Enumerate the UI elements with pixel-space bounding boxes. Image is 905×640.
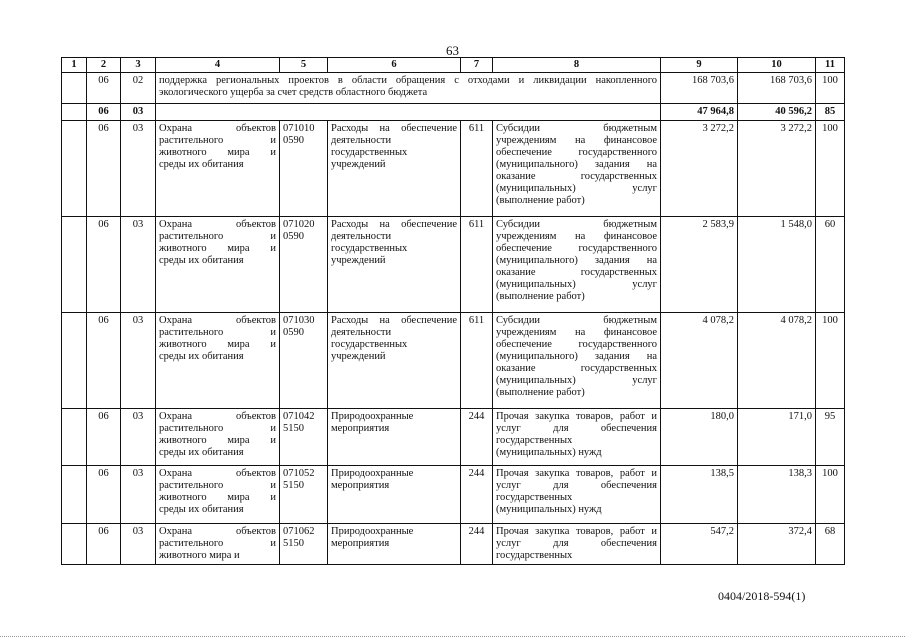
row-planned: 2 583,9	[661, 217, 738, 313]
row-expense-type-line: учреждений	[331, 351, 386, 362]
row-purpose-line: растительного и	[159, 480, 276, 491]
row-description-line: экологического ущерба за счет средств областного бюджета	[159, 87, 428, 98]
row-expense-code: 244	[461, 409, 493, 466]
row-expense-type-line: Природоохранные	[331, 411, 414, 422]
row-expense-description-line: (выполнение работ)	[496, 195, 585, 206]
row-target-code-line: 0590	[283, 327, 304, 338]
row-target-code-line: 071052	[283, 468, 315, 479]
row-expense-description	[493, 409, 661, 466]
row-subsection: 03	[121, 121, 156, 217]
row-actual: 40 596,2	[738, 104, 816, 121]
header-cell: 6	[328, 58, 461, 73]
row-expense-description-line: учреждениям на финансовое	[496, 231, 657, 242]
row-purpose-line: животного мира и	[159, 492, 276, 503]
row-expense-description	[493, 466, 661, 524]
header-cell: 10	[738, 58, 816, 73]
row-target-code	[280, 121, 328, 217]
row-purpose-line: растительного и	[159, 327, 276, 338]
row-expense-type-line: деятельности	[331, 135, 392, 146]
row-purpose-line: Охрана объектов	[159, 411, 276, 422]
header-cell: 1	[62, 58, 87, 73]
row-percent: 60	[816, 217, 845, 313]
row-expense-type-line: государственных	[331, 339, 408, 350]
row-purpose	[156, 466, 280, 524]
row-expense-description-line: государственных	[496, 550, 573, 561]
table-row	[62, 217, 845, 313]
row-target-code-line: 5150	[283, 480, 304, 491]
row-purpose-line: животного мира и	[159, 243, 276, 254]
row-purpose-line: животного мира и	[159, 435, 276, 446]
row-expense-type-line: деятельности	[331, 231, 392, 242]
row-planned: 180,0	[661, 409, 738, 466]
row-expense-description-line: услуг для обеспечения	[496, 423, 657, 434]
row-expense-description-line: (муниципального) задания на	[496, 255, 657, 266]
row-actual: 3 272,2	[738, 121, 816, 217]
table-row	[62, 121, 845, 217]
row-target-code-line: 071042	[283, 411, 315, 422]
row-target-code-line: 5150	[283, 538, 304, 549]
row-purpose	[156, 313, 280, 409]
row-actual: 138,3	[738, 466, 816, 524]
row-actual: 1 548,0	[738, 217, 816, 313]
row-col1	[62, 409, 87, 466]
row-section: 06	[87, 217, 121, 313]
row-expense-description-line: обеспечение государственного	[496, 243, 657, 254]
row-expense-description-line: (муниципальных) нужд	[496, 447, 602, 458]
row-purpose-line: Охрана объектов	[159, 468, 276, 479]
row-target-code	[280, 466, 328, 524]
row-expense-description	[493, 313, 661, 409]
row-percent: 95	[816, 409, 845, 466]
table-header-row	[62, 58, 845, 73]
row-section: 06	[87, 121, 121, 217]
row-col1	[62, 73, 87, 104]
row-target-code	[280, 217, 328, 313]
row-purpose-line: Охрана объектов	[159, 526, 276, 537]
row-expense-description-line: оказание государственных	[496, 171, 657, 182]
row-target-code-line: 0590	[283, 231, 304, 242]
row-expense-description-line: (муниципальных) услуг	[496, 183, 657, 194]
row-expense-description-line: Субсидии бюджетным	[496, 219, 657, 230]
header-cell: 4	[156, 58, 280, 73]
row-expense-type-line: государственных	[331, 147, 408, 158]
row-expense-description-line: обеспечение государственного	[496, 147, 657, 158]
row-planned: 168 703,6	[661, 73, 738, 104]
row-section: 06	[87, 73, 121, 104]
row-section: 06	[87, 524, 121, 565]
row-expense-type-line: деятельности	[331, 327, 392, 338]
row-purpose-line: среды их обитания	[159, 159, 244, 170]
row-target-code-line: 071010	[283, 123, 315, 134]
row-expense-type-line: Природоохранные	[331, 526, 414, 537]
row-section: 06	[87, 313, 121, 409]
table-row	[62, 313, 845, 409]
row-section: 06	[87, 104, 121, 121]
row-percent: 100	[816, 121, 845, 217]
row-expense-description	[493, 524, 661, 565]
row-planned: 4 078,2	[661, 313, 738, 409]
row-expense-code: 611	[461, 217, 493, 313]
row-expense-type	[328, 313, 461, 409]
row-expense-type-line: Расходы на обеспечение	[331, 219, 457, 230]
row-expense-description-line: государственных	[496, 492, 573, 503]
budget-table	[61, 57, 845, 565]
row-expense-description-line: обеспечение государственного	[496, 339, 657, 350]
row-target-code-line: 071062	[283, 526, 315, 537]
table-row	[62, 409, 845, 466]
row-expense-description-line: (муниципального) задания на	[496, 351, 657, 362]
row-expense-description	[493, 121, 661, 217]
row-col1	[62, 121, 87, 217]
header-cell: 2	[87, 58, 121, 73]
row-actual: 171,0	[738, 409, 816, 466]
row-expense-description-line: (муниципальных) нужд	[496, 504, 602, 515]
header-cell: 5	[280, 58, 328, 73]
row-target-code-line: 0590	[283, 135, 304, 146]
row-purpose-line: растительного и	[159, 231, 276, 242]
row-expense-description-line: Прочая закупка товаров, работ и	[496, 526, 657, 537]
row-purpose-line: животного мира и	[159, 550, 240, 561]
row-expense-type	[328, 409, 461, 466]
row-target-code	[280, 409, 328, 466]
row-expense-description-line: (муниципальных) услуг	[496, 279, 657, 290]
table-row-subtotal	[62, 104, 845, 121]
row-expense-type-line: Расходы на обеспечение	[331, 315, 457, 326]
row-expense-type-line: Природоохранные	[331, 468, 414, 479]
row-purpose	[156, 217, 280, 313]
row-expense-type	[328, 217, 461, 313]
row-expense-type-line: мероприятия	[331, 538, 390, 549]
row-subsection: 03	[121, 104, 156, 121]
row-purpose-line: среды их обитания	[159, 447, 244, 458]
row-percent: 85	[816, 104, 845, 121]
row-purpose-line: растительного и	[159, 538, 276, 549]
row-actual: 168 703,6	[738, 73, 816, 104]
row-expense-type	[328, 466, 461, 524]
row-purpose	[156, 524, 280, 565]
row-expense-code: 244	[461, 524, 493, 565]
row-expense-description	[493, 217, 661, 313]
row-subsection: 03	[121, 524, 156, 565]
row-planned: 547,2	[661, 524, 738, 565]
row-expense-description-line: (выполнение работ)	[496, 291, 585, 302]
row-expense-type	[328, 121, 461, 217]
header-cell: 8	[493, 58, 661, 73]
page-bottom-divider	[0, 636, 905, 638]
row-expense-type	[328, 524, 461, 565]
row-section: 06	[87, 409, 121, 466]
row-expense-type-line: Расходы на обеспечение	[331, 123, 457, 134]
row-col1	[62, 104, 87, 121]
row-expense-type-line: мероприятия	[331, 423, 390, 434]
header-cell: 11	[816, 58, 845, 73]
row-expense-description-line: Субсидии бюджетным	[496, 315, 657, 326]
row-expense-code: 611	[461, 121, 493, 217]
row-percent: 68	[816, 524, 845, 565]
row-description-line: поддержка региональных проектов в области обращения с отходами и ликвидации накопленного	[159, 75, 657, 86]
row-expense-description-line: учреждениям на финансовое	[496, 327, 657, 338]
row-expense-description-line: учреждениям на финансовое	[496, 135, 657, 146]
row-purpose-line: среды их обитания	[159, 255, 244, 266]
document-code: 0404/2018-594(1)	[718, 589, 806, 603]
row-subsection: 03	[121, 217, 156, 313]
table-row	[62, 73, 845, 104]
row-target-code-line: 071020	[283, 219, 315, 230]
row-planned: 138,5	[661, 466, 738, 524]
row-expense-description-line: оказание государственных	[496, 363, 657, 374]
row-planned: 47 964,8	[661, 104, 738, 121]
row-purpose-line: Охрана объектов	[159, 315, 276, 326]
row-expense-description-line: услуг для обеспечения	[496, 538, 657, 549]
row-purpose-line: Охрана объектов	[159, 123, 276, 134]
row-purpose-line: растительного и	[159, 423, 276, 434]
header-cell: 7	[461, 58, 493, 73]
row-description	[156, 73, 661, 104]
row-expense-type-line: учреждений	[331, 159, 386, 170]
table-row	[62, 524, 845, 565]
row-purpose	[156, 409, 280, 466]
row-purpose-line: среды их обитания	[159, 351, 244, 362]
row-expense-description-line: Субсидии бюджетным	[496, 123, 657, 134]
row-target-code	[280, 313, 328, 409]
row-expense-description-line: (муниципальных) услуг	[496, 375, 657, 386]
row-col1	[62, 313, 87, 409]
row-section: 06	[87, 466, 121, 524]
row-planned: 3 272,2	[661, 121, 738, 217]
row-expense-description-line: Прочая закупка товаров, работ и	[496, 411, 657, 422]
row-percent: 100	[816, 73, 845, 104]
row-actual: 4 078,2	[738, 313, 816, 409]
row-subsection: 03	[121, 313, 156, 409]
row-purpose-line: растительного и	[159, 135, 276, 146]
row-purpose-line: животного мира и	[159, 339, 276, 350]
row-purpose-line: Охрана объектов	[159, 219, 276, 230]
row-description	[156, 104, 661, 121]
row-expense-code: 611	[461, 313, 493, 409]
row-col1	[62, 466, 87, 524]
header-cell: 9	[661, 58, 738, 73]
row-target-code	[280, 524, 328, 565]
row-percent: 100	[816, 466, 845, 524]
row-subsection: 02	[121, 73, 156, 104]
page-number: 63	[446, 43, 459, 58]
row-target-code-line: 5150	[283, 423, 304, 434]
row-expense-type-line: учреждений	[331, 255, 386, 266]
row-col1	[62, 217, 87, 313]
row-target-code-line: 071030	[283, 315, 315, 326]
row-col1	[62, 524, 87, 565]
row-expense-type-line: мероприятия	[331, 480, 390, 491]
row-expense-description-line: Прочая закупка товаров, работ и	[496, 468, 657, 479]
row-expense-type-line: государственных	[331, 243, 408, 254]
row-subsection: 03	[121, 466, 156, 524]
row-expense-description-line: государственных	[496, 435, 573, 446]
row-purpose-line: среды их обитания	[159, 504, 244, 515]
row-purpose	[156, 121, 280, 217]
row-expense-description-line: (выполнение работ)	[496, 387, 585, 398]
row-expense-code: 244	[461, 466, 493, 524]
row-percent: 100	[816, 313, 845, 409]
header-cell: 3	[121, 58, 156, 73]
row-expense-description-line: (муниципального) задания на	[496, 159, 657, 170]
row-actual: 372,4	[738, 524, 816, 565]
row-expense-description-line: услуг для обеспечения	[496, 480, 657, 491]
row-purpose-line: животного мира и	[159, 147, 276, 158]
row-expense-description-line: оказание государственных	[496, 267, 657, 278]
table-row	[62, 466, 845, 524]
row-subsection: 03	[121, 409, 156, 466]
